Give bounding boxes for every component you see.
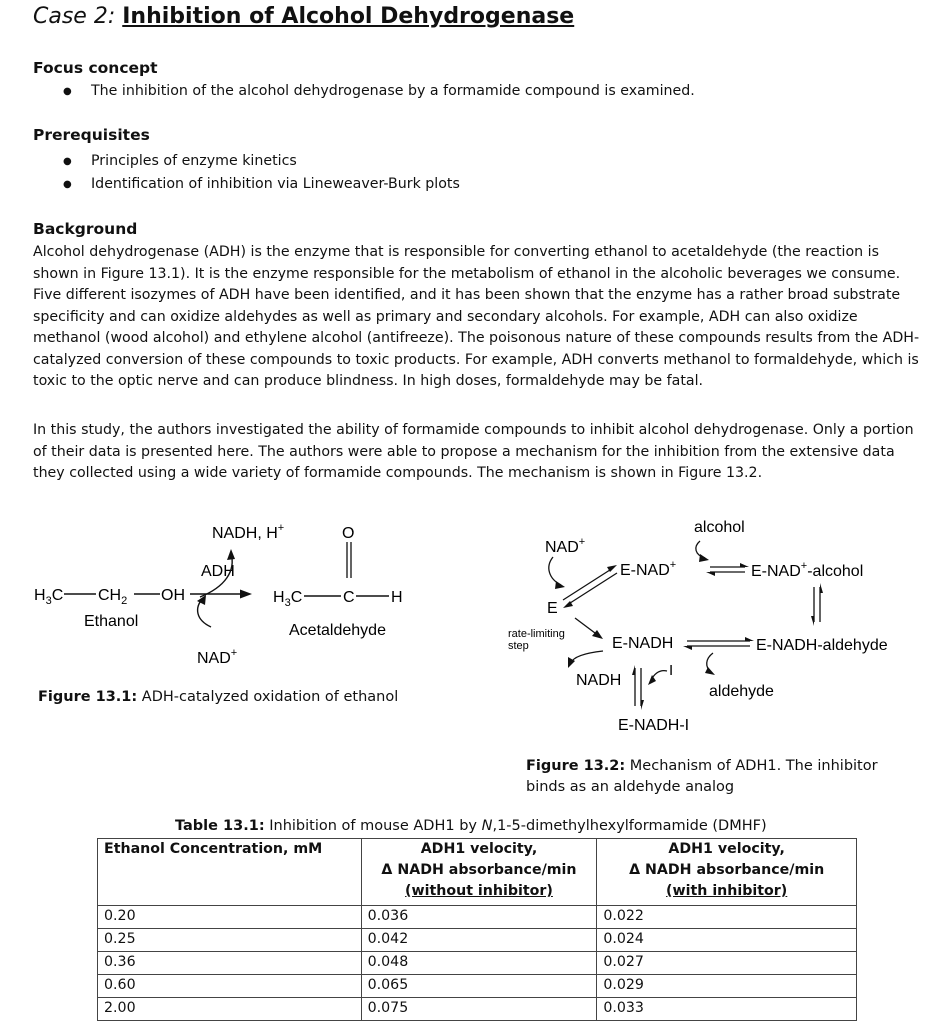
rate-limiting-arrow <box>575 618 595 633</box>
background-paragraph-2: In this study, the authors investigated the ability of formamide compounds to inhibit alcohol dehydrogenase. Only a portion of their data is presented here. The authors were able to propose a mechanism for the inhibition from the extensive data they collected using a wide variety of formamide compounds. The mechanism is shown in Figure 13.2. <box>33 422 914 481</box>
prerequisites-heading: Prerequisites <box>33 126 150 144</box>
velocity-with-inhibitor-cell: 0.033 <box>597 998 857 1021</box>
prerequisite-item: ● Principles of enzyme kinetics <box>33 150 460 173</box>
ethanol-concentration-cell: 0.36 <box>98 952 362 975</box>
acetaldehyde-structure: $H_3C$ <box>273 589 303 609</box>
focus-heading: Focus concept <box>33 59 158 77</box>
background-heading: Background <box>33 220 138 238</box>
figure-13-1-diagram <box>0 505 470 675</box>
velocity-with-inhibitor-cell: 0.029 <box>597 975 857 998</box>
ethanol-concentration-cell: 0.60 <box>98 975 362 998</box>
inhibitor-label: I <box>669 662 674 679</box>
nad-label: NAD+ <box>545 536 586 556</box>
figure-13-2-caption: Figure 13.2: Mechanism of ADH1. The inhibitor binds as an aldehyde analog <box>526 758 878 795</box>
focus-list <box>33 80 695 103</box>
velocity-without-inhibitor-cell: 0.042 <box>361 929 597 952</box>
figure-13-2-diagram <box>495 505 929 745</box>
rate-limiting-step-label: step <box>508 640 529 652</box>
table-row <box>98 929 857 952</box>
nadh-release-arrow <box>571 651 603 663</box>
ethanol-structure: $H_3C$ <box>34 587 64 607</box>
e-nadh-i-label: E-NADH-I <box>618 717 690 734</box>
case-heading: Inhibition of Alcohol Dehydrogenase <box>122 4 575 29</box>
prerequisites-list <box>33 150 460 196</box>
table-row <box>98 906 857 929</box>
ethanol-oh: OH <box>161 587 185 604</box>
prerequisite-item: ● Identification of inhibition via Lineweaver-Burk plots <box>33 173 460 196</box>
page-title <box>33 4 574 29</box>
velocity-without-inhibitor-cell: 0.065 <box>361 975 597 998</box>
aldehyde-label: aldehyde <box>709 683 774 700</box>
ethanol-concentration-cell: 0.25 <box>98 929 362 952</box>
oxygen-atom: O <box>342 525 355 542</box>
ethanol-concentration-cell: 0.20 <box>98 906 362 929</box>
ethanol-name: Ethanol <box>84 613 139 630</box>
nadh-h-label: NADH, H+ <box>212 522 285 542</box>
nadh-label: NADH <box>576 672 622 689</box>
velocity-with-inhibitor-cell: 0.022 <box>597 906 857 929</box>
case-label: Case 2: <box>33 4 116 29</box>
velocity-without-inhibitor-cell: 0.075 <box>361 998 597 1021</box>
ethanol-ch2: $CH_2$ <box>98 587 128 607</box>
alcohol-label: alcohol <box>694 519 745 536</box>
acetaldehyde-hydrogen: H <box>391 589 403 606</box>
velocity-without-inhibitor-cell: 0.036 <box>361 906 597 929</box>
e-nad-label: E-NAD+ <box>620 559 677 579</box>
ethanol-concentration-cell: 2.00 <box>98 998 362 1021</box>
velocity-without-inhibitor-cell: 0.048 <box>361 952 597 975</box>
table-row <box>98 952 857 975</box>
nad-label: NAD+ <box>197 647 238 667</box>
inhibition-data-table <box>97 838 857 1021</box>
figure-13-1-caption: Figure 13.1: ADH-catalyzed oxidation of ethanol <box>38 689 399 705</box>
acetaldehyde-name: Acetaldehyde <box>289 622 386 639</box>
ethanol-concentration-header: Ethanol Concentration, mM <box>98 839 362 906</box>
focus-item: ● The inhibition of the alcohol dehydrogenase by a formamide compound is examined. <box>33 80 695 103</box>
table-row <box>98 975 857 998</box>
rate-limiting-label: rate-limiting <box>508 628 565 640</box>
acetaldehyde-carbonyl-carbon: C <box>343 589 355 606</box>
e-nad-alcohol-label: E-NAD+-alcohol <box>751 560 864 580</box>
enzyme-label: E <box>547 600 558 617</box>
equilibrium-arrow-2 <box>563 568 613 600</box>
table-header-row <box>98 839 857 906</box>
nad-binding-arrow <box>549 557 561 585</box>
adh-label: ADH <box>201 563 235 580</box>
velocity-with-inhibitor-cell: 0.027 <box>597 952 857 975</box>
velocity-with-inhibitor-header: ADH1 velocity, Δ NADH absorbance/min (with inhibitor) <box>597 839 857 906</box>
e-nadh-label: E-NADH <box>612 635 674 652</box>
background-paragraph-1: Alcohol dehydrogenase (ADH) is the enzyme that is responsible for converting ethanol to acetaldehyde (the reaction is shown in Figure 13.1). It is the enzyme responsible for the metabolism of ethanol in the alcoholic beverages we consume. Five different isozymes of ADH have been identified, and it has been shown that the enzyme has a rather broad substrate specificity and can oxidize aldehydes as well as primary and secondary alcohols. For example, ADH can also oxidize methanol (wood alcohol) and ethylene alcohol (antifreeze). The poisonous nature of these compounds results from the ADH-catalyzed conversion of these compounds to toxic products. For example, ADH converts methanol to formaldehyde, which is toxic to the optic nerve and can produce blindness. In high doses, formaldehyde may be fatal. <box>33 244 920 389</box>
velocity-with-inhibitor-cell: 0.024 <box>597 929 857 952</box>
e-nadh-aldehyde-label: E-NADH-aldehyde <box>756 637 888 654</box>
velocity-without-inhibitor-header: ADH1 velocity, Δ NADH absorbance/min (without inhibitor) <box>361 839 597 906</box>
table-13-1-caption: Table 13.1: Inhibition of mouse ADH1 by N,1-5-dimethylhexylformamide (DMHF) <box>175 818 767 834</box>
table-row <box>98 998 857 1021</box>
